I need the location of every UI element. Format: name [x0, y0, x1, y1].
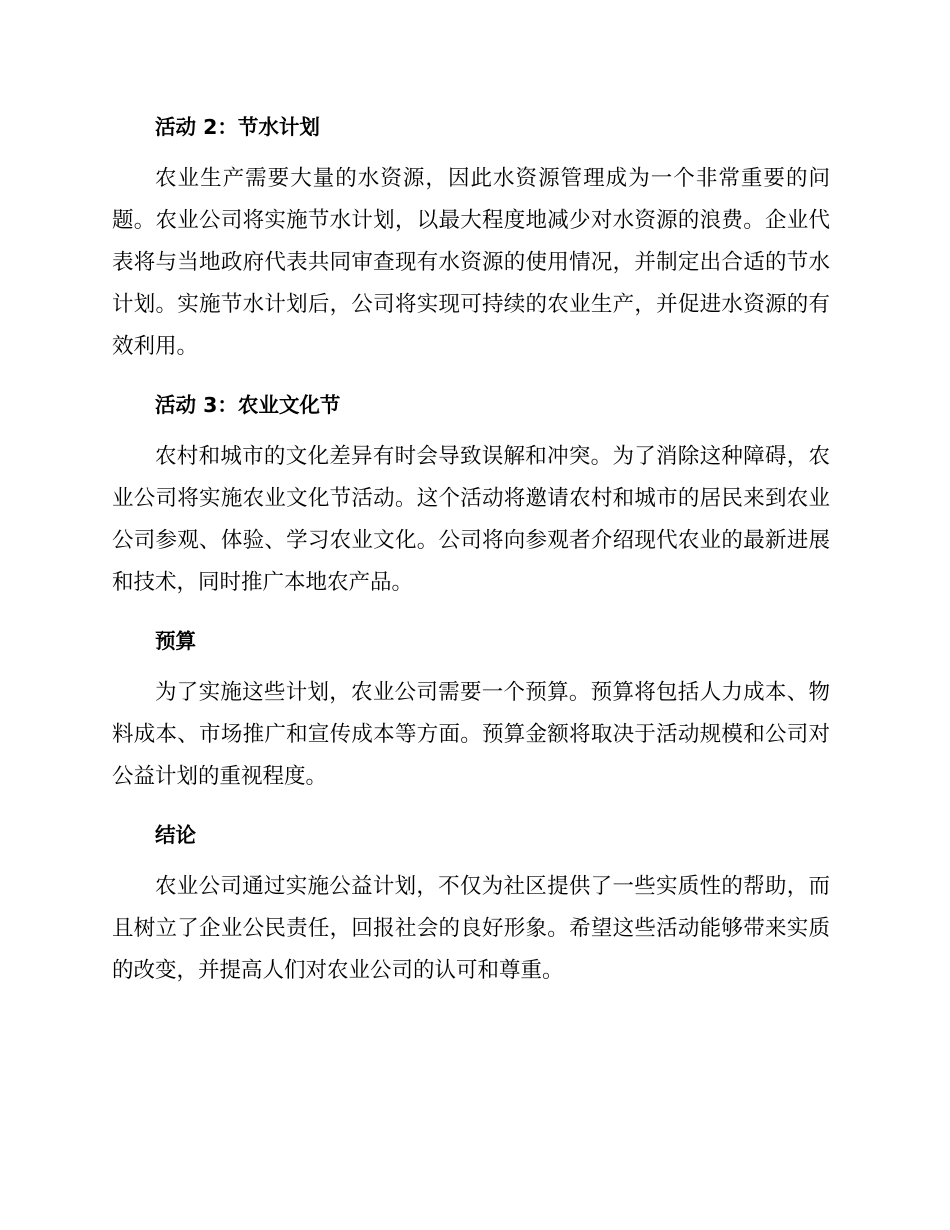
section-paragraph: 农业公司通过实施公益计划，不仅为社区提供了一些实质性的帮助，而且树立了企业公民责任，回报社会的良好形象。希望这些活动能够带来实质的改变，并提高人们对农业公司的认可和尊重。 [112, 874, 830, 983]
section-heading: 结论 [155, 823, 196, 847]
section-paragraph: 农村和城市的文化差异有时会导致误解和冲突。为了消除这种障碍，农业公司将实施农业文化节活动。这个活动将邀请农村和城市的居民来到农业公司参观、体验、学习农业文化。公司将向参观者介绍现代农业的最新进展和技术，同时推广本地农产品。 [112, 444, 830, 595]
section-culture-festival [112, 382, 830, 618]
section-heading: 活动 2：节水计划 [155, 115, 320, 139]
section-budget [112, 618, 830, 812]
section-heading: 预算 [155, 629, 196, 653]
section-paragraph: 为了实施这些计划，农业公司需要一个预算。预算将包括人力成本、物料成本、市场推广和宣传成本等方面。预算金额将取决于活动规模和公司对公益计划的重视程度。 [112, 680, 830, 789]
document-page [112, 104, 830, 992]
section-conclusion [112, 812, 830, 992]
section-water-saving [112, 104, 830, 382]
section-paragraph: 农业生产需要大量的水资源，因此水资源管理成为一个非常重要的问题。农业公司将实施节水计划，以最大程度地减少对水资源的浪费。企业代表将与当地政府代表共同审查现有水资源的使用情况，并制定出合适的节水计划。实施节水计划后，公司将实现可持续的农业生产，并促进水资源的有效利用。 [112, 166, 830, 359]
section-heading: 活动 3：农业文化节 [155, 393, 341, 417]
